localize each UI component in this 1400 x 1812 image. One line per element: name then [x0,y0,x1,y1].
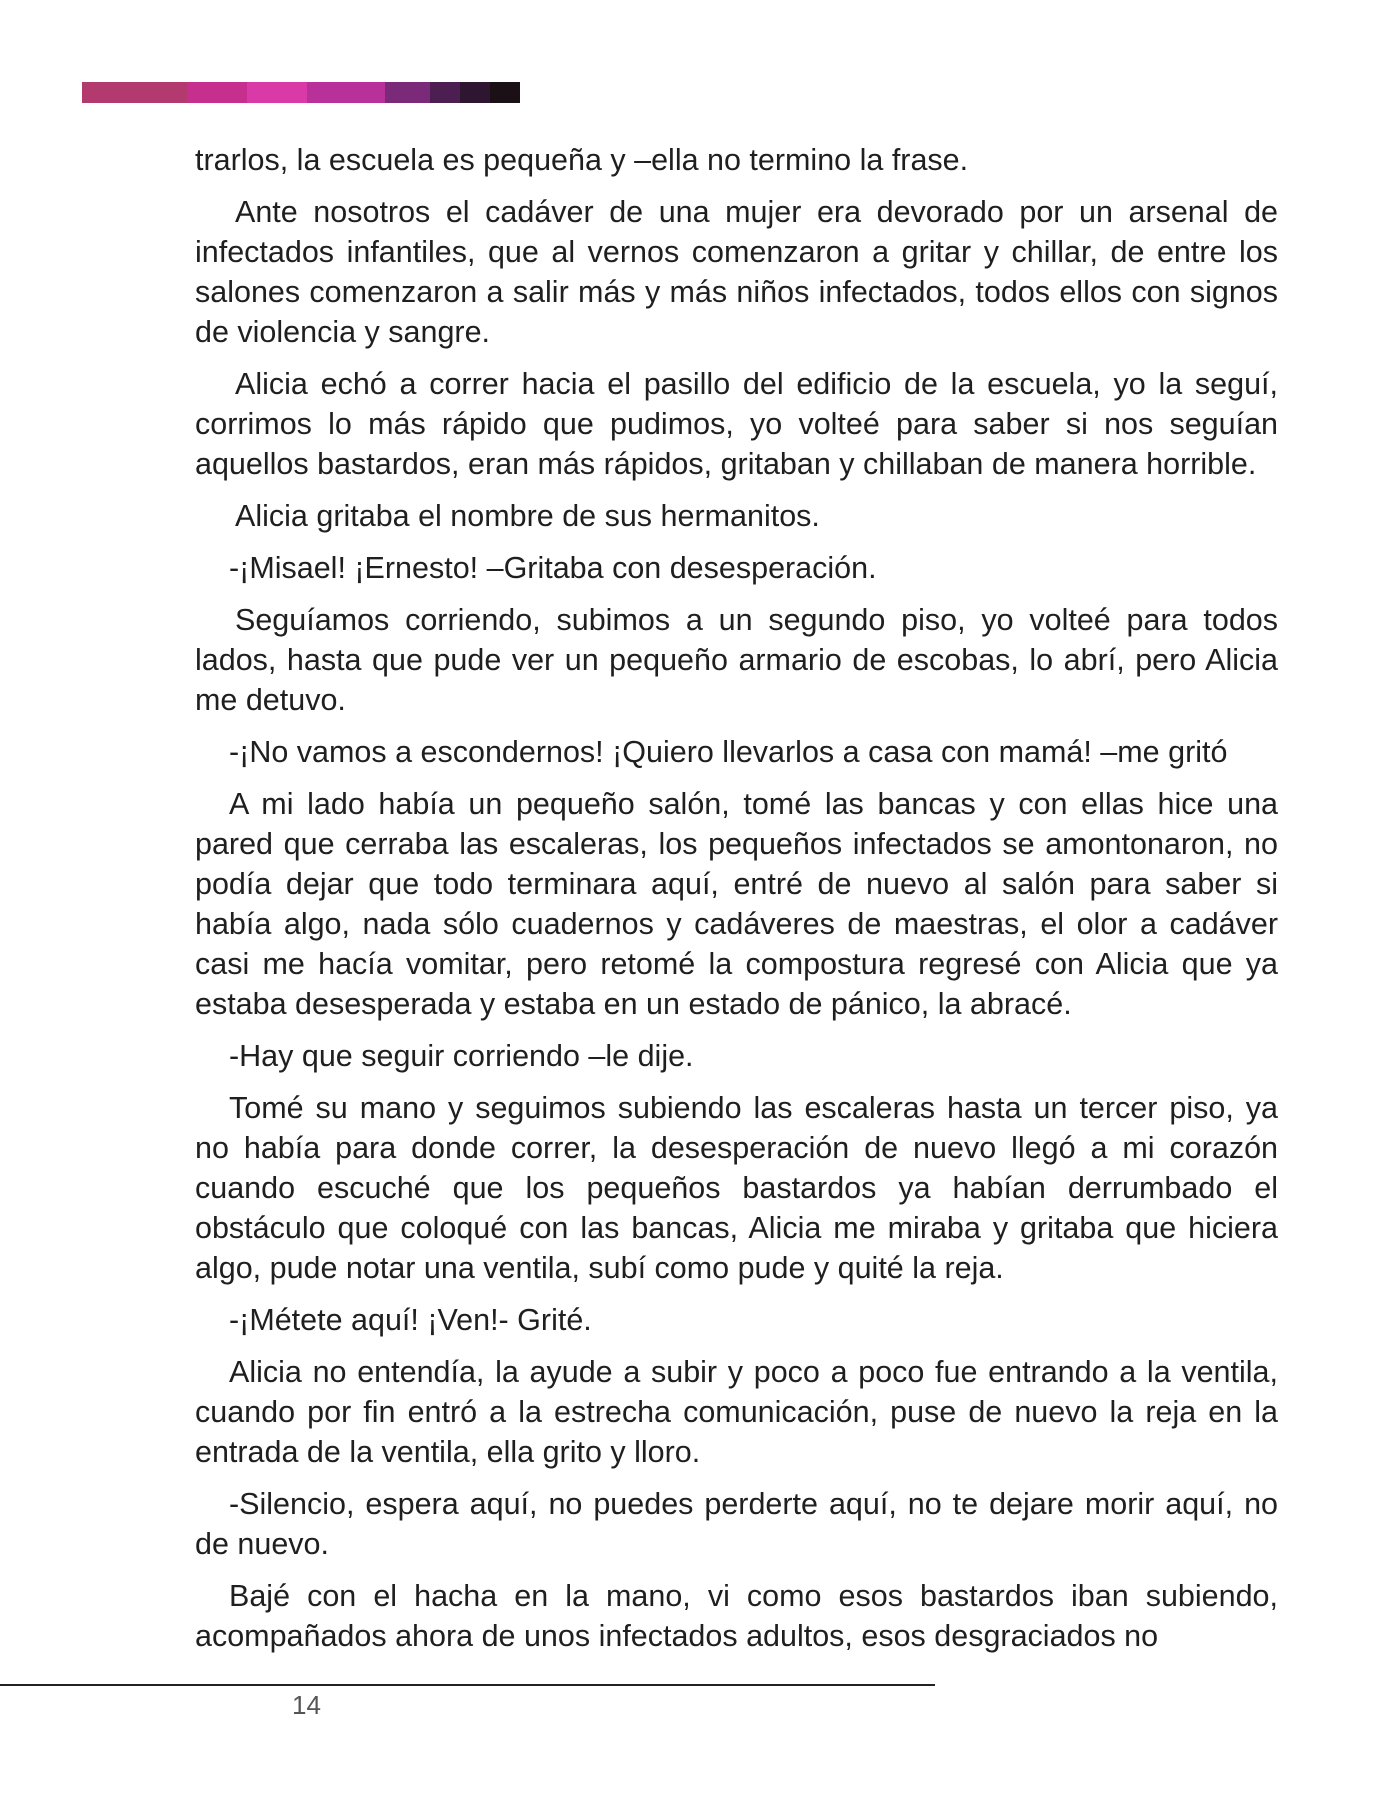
dialog-line: -Hay que seguir corriendo –le dije. [229,1039,694,1073]
paragraph: Seguíamos corriendo, subimos a un segundo piso, yo volteé para todos lados, hasta que pude ver un pequeño armario de escobas, lo abrí, pero Alicia me detuvo. [195,603,1278,717]
paragraph: Ante nosotros el cadáver de una mujer era devorado por un arsenal de infectados infantiles, que al vernos comenzaron a gritar y chillar, de entre los salones comenzaron a salir más y más niños infectados, todos ellos con signos de violencia y sangre. [195,195,1278,349]
color-bar-segment [385,82,430,103]
paragraph: Alicia echó a correr hacia el pasillo del edificio de la escuela, yo la seguí, corrimos lo más rápido que pudimos, yo volteé para saber si nos seguían aquellos bastardos, eran más rápidos, gritaban y chillaban de manera horrible. [195,367,1278,481]
color-bar-segment [247,82,307,103]
color-bar-segment [187,82,247,103]
color-bar-segment [460,82,490,103]
paragraph: Bajé con el hacha en la mano, vi como esos bastardos iban subiendo, acompañados ahora de unos infectados adultos, esos desgraciados no [195,1579,1278,1653]
color-bar-segment [307,82,385,103]
color-bar-segment [490,82,520,103]
paragraph: Tomé su mano y seguimos subiendo las escaleras hasta un tercer piso, ya no había para donde correr, la desesperación de nuevo llegó a mi corazón cuando escuché que los pequeños bastardos ya habían derrumbado el obstáculo que coloqué con las bancas, Alicia me miraba y gritaba que hiciera algo, pude notar una ventila, subí como pude y quité la reja. [195,1091,1278,1285]
paragraph: trarlos, la escuela es pequeña y –ella no termino la frase. [195,143,969,177]
paragraph: Alicia no entendía, la ayude a subir y poco a poco fue entrando a la ventila, cuando por fin entró a la estrecha comunicación, puse de nuevo la reja en la entrada de la ventila, ella grito y lloro. [195,1355,1278,1469]
paragraph: A mi lado había un pequeño salón, tomé las bancas y con ellas hice una pared que cerraba las escaleras, los pequeños infectados se amontonaron, no podía dejar que todo terminara aquí, entré de nuevo al salón para saber si había algo, nada sólo cuadernos y cadáveres de maestras, el olor a cadáver casi me hacía vomitar, pero retomé la compostura regresé con Alicia que ya estaba desesperada y estaba en un estado de pánico, la abracé. [195,787,1278,1021]
body-text [195,140,1278,1668]
footer-rule [0,1684,935,1686]
dialog-line: -¡Métete aquí! ¡Ven!- Grité. [229,1303,592,1337]
dialog-line: -¡Misael! ¡Ernesto! –Gritaba con desesperación. [229,551,877,585]
dialog-line: -¡No vamos a escondernos! ¡Quiero llevarlos a casa con mamá! –me gritó [229,735,1228,769]
dialog-line: -Silencio, espera aquí, no puedes perderte aquí, no te dejare morir aquí, no de nuevo. [195,1487,1278,1561]
decorative-color-bar [82,82,520,103]
paragraph: Alicia gritaba el nombre de sus hermanitos. [235,499,820,533]
color-bar-segment [430,82,460,103]
color-bar-segment [82,82,187,103]
page-number: 14 [292,1690,321,1720]
